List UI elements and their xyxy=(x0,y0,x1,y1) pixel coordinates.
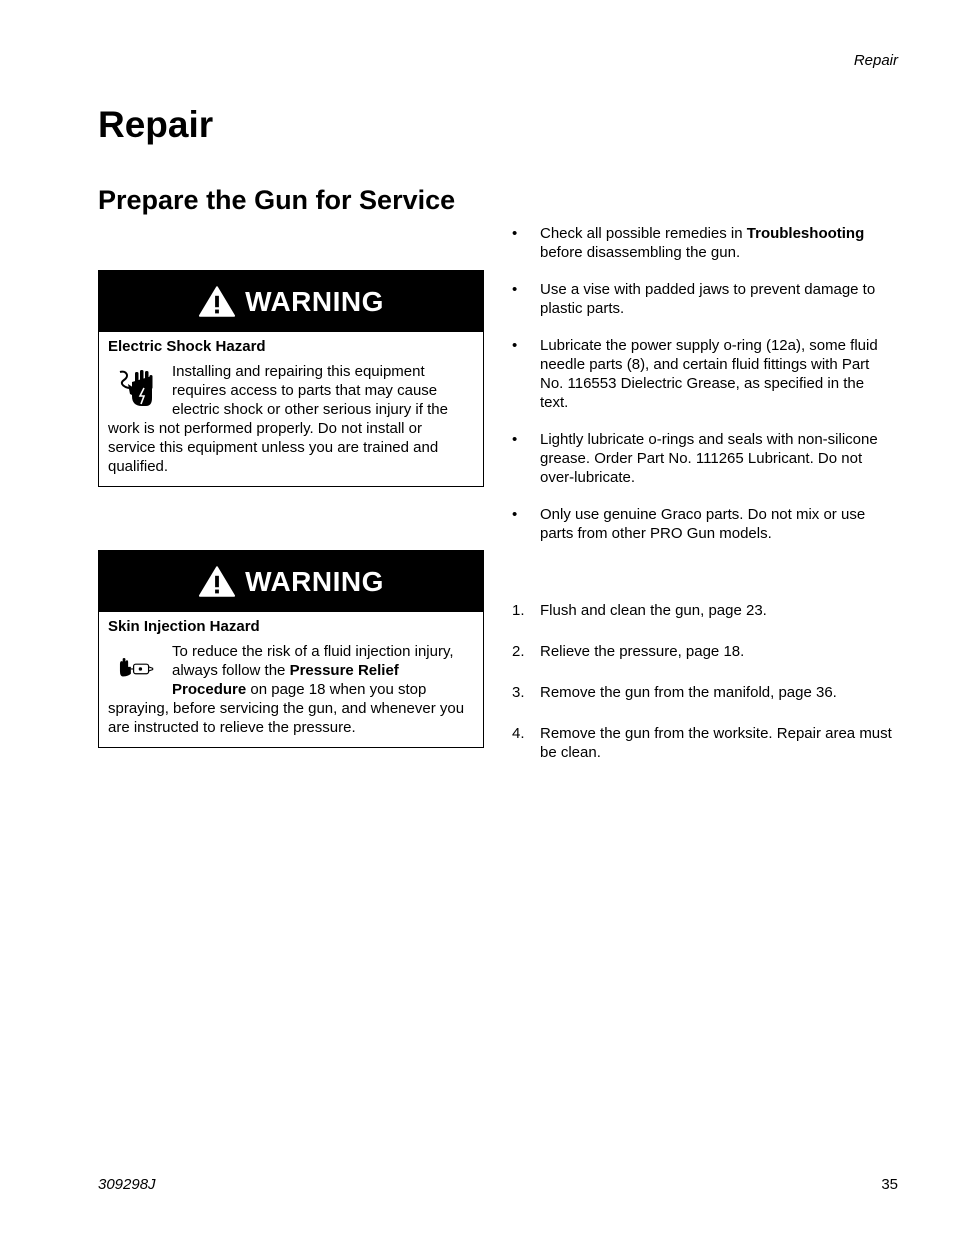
service-notes-list xyxy=(512,224,896,561)
warning-triangle-icon xyxy=(198,565,236,598)
hazard-text: Installing and repairing this equipment requires access to parts that may cause electric shock or other serious injury if the work is not performed properly. Do not install or service this equipment unless you are trained and qualified. xyxy=(108,363,448,475)
warning-triangle-icon xyxy=(198,285,236,318)
hazard-title: Electric Shock Hazard xyxy=(108,338,266,355)
warning-label: WARNING xyxy=(245,285,384,317)
list-item: • Use a vise with padded jaws to prevent damage to plastic parts. xyxy=(512,281,876,317)
page-title: Repair xyxy=(98,104,214,145)
pressure-relief-procedure-ref: Pressure Relief Procedure xyxy=(172,662,399,698)
bullet-marker: • xyxy=(512,431,518,448)
running-head: Repair xyxy=(853,52,898,69)
document-number: 309298J xyxy=(98,1176,156,1193)
step-item: 1. Flush and clean the gun, page 23. xyxy=(512,602,767,619)
service-steps-list xyxy=(512,601,896,784)
bullet-marker: • xyxy=(512,225,518,242)
warning-banner xyxy=(99,271,483,332)
electric-shock-hand-icon xyxy=(108,366,166,410)
bullet-marker: • xyxy=(512,281,518,298)
bullet-marker: • xyxy=(512,506,518,523)
list-item: • Check all possible remedies in Troubleshooting before disassembling the gun. xyxy=(512,225,865,261)
section-title: Prepare the Gun for Service xyxy=(98,185,456,215)
step-item: 2. Relieve the pressure, page 18. xyxy=(512,643,745,660)
list-item: • Only use genuine Graco parts. Do not mix or use parts from other PRO Gun models. xyxy=(512,506,866,542)
step-number: 3. xyxy=(512,684,525,701)
step-number: 1. xyxy=(512,602,525,619)
hazard-text: To reduce the risk of a fluid injection injury, always follow the Pressure Relief Procedure on page 18 when you stop spraying, before servicing the gun, and whenever you are instructed to relieve the pressure. xyxy=(108,643,465,736)
list-item: • Lightly lubricate o-rings and seals with non-silicone grease. Order Part No. 111265 Lubricant. Do not over-lubricate. xyxy=(512,431,878,486)
step-number: 2. xyxy=(512,643,525,660)
skin-injection-hand-icon xyxy=(108,656,166,686)
list-item: • Lubricate the power supply o-ring (12a), some fluid needle parts (8), and certain fluid fittings with Part No. 116553 Dielectric Grease, as specified in the text. xyxy=(512,337,878,411)
step-item: 3. Remove the gun from the manifold, page 36. xyxy=(512,684,837,701)
warning-box-skin-injection xyxy=(98,550,484,748)
step-item: 4. Remove the gun from the worksite. Repair area must be clean. xyxy=(512,725,892,761)
step-number: 4. xyxy=(512,725,525,742)
warning-box-electric-shock xyxy=(98,270,484,487)
warning-label: WARNING xyxy=(245,565,384,597)
bullet-marker: • xyxy=(512,337,518,354)
warning-banner xyxy=(99,551,483,612)
page-number: 35 xyxy=(881,1176,898,1193)
hazard-title: Skin Injection Hazard xyxy=(108,618,260,635)
